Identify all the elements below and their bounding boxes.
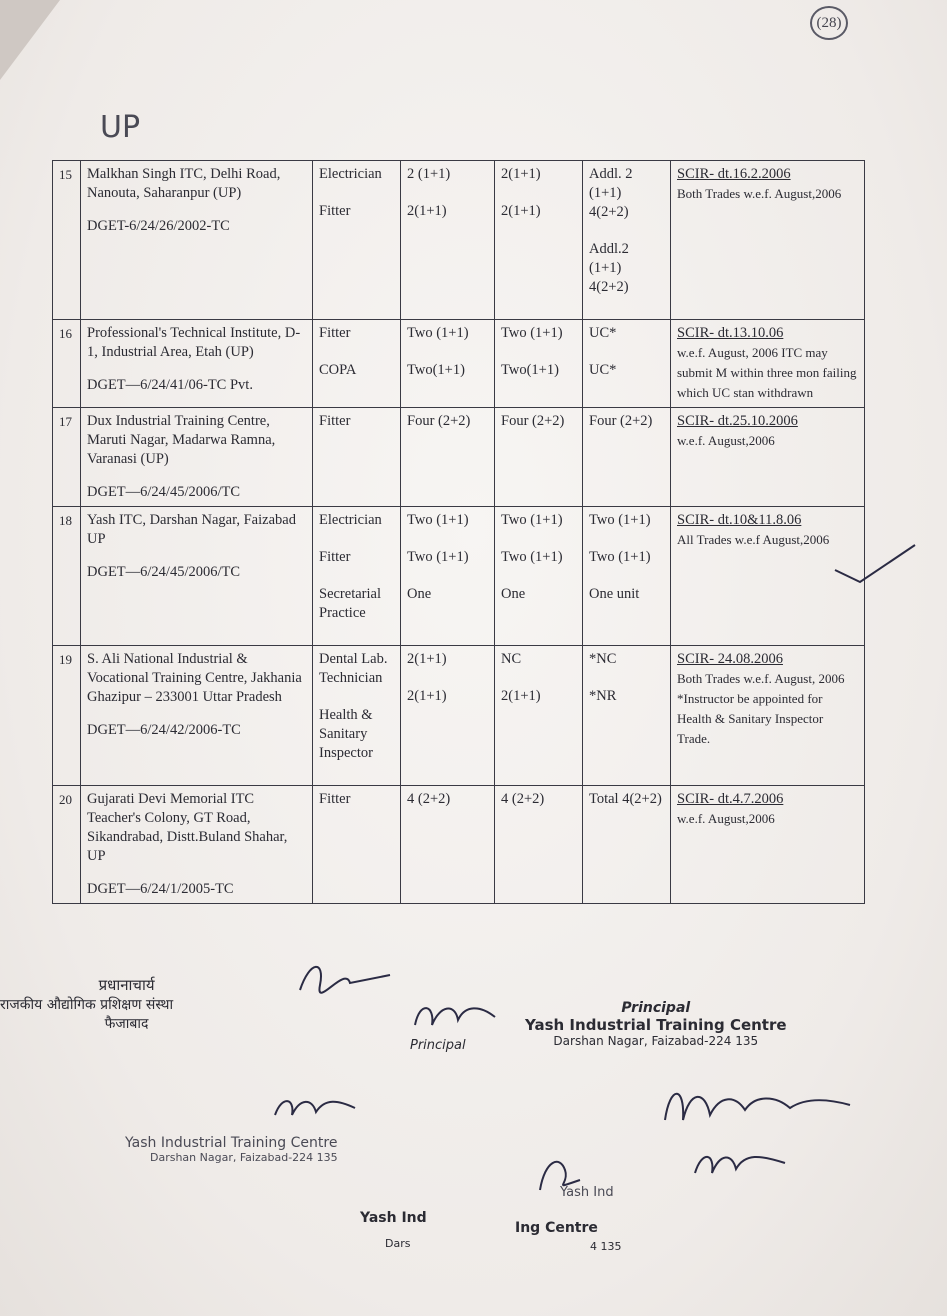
table-row (53, 507, 865, 646)
units-value: 2(1+1) (407, 203, 447, 219)
principal-small-label: Principal (410, 1038, 466, 1053)
units-b-cell (495, 507, 583, 646)
units-value: 2(1+1) (501, 203, 541, 219)
units-b-cell (495, 408, 583, 507)
scir-reference: SCIR- dt.10&11.8.06 (677, 512, 802, 528)
faded-seal-fragment-2: Yash Ind (360, 1210, 427, 1226)
remark-text: w.e.f. August,2006 (677, 433, 775, 448)
trade-name: Electrician (319, 512, 382, 528)
units-b-cell (495, 646, 583, 786)
units-value: Two (1+1) (589, 512, 651, 528)
remark-cell (671, 646, 865, 786)
scir-reference: SCIR- 24.08.2006 (677, 651, 783, 667)
institute-name: S. Ali National Industrial & Vocational Training Centre, Jakhania Ghazipur – 233001 Uttar Pradesh (87, 651, 302, 705)
serial-number: 18 (59, 513, 72, 528)
units-c-cell (583, 646, 671, 786)
signature-5 (690, 1145, 790, 1185)
serial-number: 16 (59, 326, 72, 341)
scir-reference: SCIR- dt.16.2.2006 (677, 166, 791, 182)
principal-label: Principal (621, 1000, 691, 1016)
serial-number: 20 (59, 792, 72, 807)
institute-name: Dux Industrial Training Centre, Maruti Nagar, Madarwa Ramna, Varanasi (UP) (87, 413, 276, 467)
institute-name: Malkhan Singh ITC, Delhi Road, Nanouta, Saharanpur (UP) (87, 166, 281, 201)
units-value: Four (2+2) (407, 413, 471, 429)
institute-name: Yash ITC, Darshan Nagar, Faizabad UP (87, 512, 296, 547)
org-address: Darshan Nagar, Faizabad-224 135 (553, 1034, 759, 1048)
remark-text: Both Trades w.e.f. August,2006 (677, 186, 842, 201)
units-value: 4 (2+2) (407, 791, 451, 807)
folded-corner (0, 0, 60, 80)
units-value: One (407, 586, 432, 602)
serial-cell (53, 320, 81, 408)
serial-cell (53, 786, 81, 904)
hindi-seal-title: प्रधानाचार्य (98, 976, 155, 994)
yash-seal-faded (125, 1135, 338, 1164)
units-c-cell (583, 786, 671, 904)
units-c-cell (583, 320, 671, 408)
units-a-cell (401, 408, 495, 507)
units-value: Two (1+1) (407, 512, 469, 528)
units-value: 2 (1+1) (407, 166, 451, 182)
units-value: 2(1+1) (501, 688, 541, 704)
units-value: Addl.2 (1+1) 4(2+2) (589, 241, 629, 295)
remark-text: All Trades w.e.f August,2006 (677, 532, 830, 547)
trade-cell (313, 161, 401, 320)
institute-cell (81, 646, 313, 786)
scir-reference: SCIR- dt.13.10.06 (677, 325, 784, 341)
yash-seal-main (525, 1000, 787, 1048)
institute-cell (81, 320, 313, 408)
trade-name: Secretarial Practice (319, 586, 381, 621)
units-a-cell (401, 786, 495, 904)
trade-cell (313, 320, 401, 408)
units-value: Two (1+1) (501, 512, 563, 528)
serial-cell (53, 507, 81, 646)
trade-name: Electrician (319, 166, 382, 182)
trade-cell (313, 646, 401, 786)
trade-cell (313, 408, 401, 507)
units-value: Two (1+1) (589, 549, 651, 565)
institute-name: Professional's Technical Institute, D-1, Industrial Area, Etah (UP) (87, 325, 301, 360)
faded-seal-fragment-5: 4 135 (590, 1240, 622, 1253)
check-mark (830, 540, 920, 590)
trade-name: Fitter (319, 549, 351, 565)
remark-cell (671, 161, 865, 320)
units-value: 2(1+1) (501, 166, 541, 182)
trade-cell (313, 507, 401, 646)
units-value: 4 (2+2) (501, 791, 545, 807)
dget-code: DGET-6/24/26/2002-TC (87, 218, 230, 234)
signature-3 (270, 1090, 360, 1130)
institute-cell (81, 161, 313, 320)
faded-org-name: Yash Industrial Training Centre (125, 1135, 338, 1151)
units-value: UC* (589, 362, 617, 378)
dget-code: DGET—6/24/1/2005-TC (87, 881, 234, 897)
serial-cell (53, 408, 81, 507)
units-value: Two(1+1) (407, 362, 465, 378)
faded-seal-fragment-3: Ing Centre (515, 1220, 598, 1236)
remark-cell (671, 320, 865, 408)
serial-number: 15 (59, 167, 72, 182)
trade-name: Dental Lab. Technician (319, 651, 388, 686)
serial-cell (53, 646, 81, 786)
units-c-cell (583, 161, 671, 320)
units-value: Two (1+1) (501, 549, 563, 565)
handwritten-state-note: UP (100, 110, 141, 145)
units-value: Two (1+1) (501, 325, 563, 341)
trade-name: Fitter (319, 413, 351, 429)
table-row (53, 408, 865, 507)
serial-number: 19 (59, 652, 72, 667)
table-row (53, 320, 865, 408)
units-value: NC (501, 651, 522, 667)
units-c-cell (583, 507, 671, 646)
remark-text: Both Trades w.e.f. August, 2006 *Instructor be appointed for Health & Sanitary Inspector Trade. (677, 671, 845, 746)
units-a-cell (401, 507, 495, 646)
units-value: UC* (589, 325, 617, 341)
units-value: Two (1+1) (407, 549, 469, 565)
units-value: One (501, 586, 526, 602)
units-b-cell (495, 786, 583, 904)
units-a-cell (401, 646, 495, 786)
org-name: Yash Industrial Training Centre (525, 1016, 787, 1034)
institute-cell (81, 507, 313, 646)
dget-code: DGET—6/24/45/2006/TC (87, 564, 241, 580)
faded-seal-fragment-1: Yash Ind (560, 1185, 614, 1200)
units-value: Addl. 2 (1+1) 4(2+2) (589, 166, 633, 220)
hindi-seal-line1: राजकीय औद्योगिक प्रशिक्षण संस्था (0, 997, 174, 1013)
trade-name: Fitter (319, 791, 351, 807)
units-a-cell (401, 161, 495, 320)
dget-code: DGET—6/24/42/2006-TC (87, 722, 241, 738)
folio-number: (28) (810, 6, 848, 40)
remark-text: w.e.f. August, 2006 ITC may submit M within three mon failing which UC stan withdrawn (677, 345, 857, 400)
signature-1 (290, 955, 400, 1005)
trade-name: Fitter (319, 203, 351, 219)
serial-cell (53, 161, 81, 320)
units-c-cell (583, 408, 671, 507)
units-value: Four (2+2) (589, 413, 653, 429)
table-row (53, 786, 865, 904)
scir-reference: SCIR- dt.25.10.2006 (677, 413, 798, 429)
units-b-cell (495, 320, 583, 408)
faded-seal-fragment-4: Dars (385, 1237, 411, 1250)
hindi-seal (0, 975, 174, 1033)
trade-cell (313, 786, 401, 904)
remark-cell (671, 786, 865, 904)
units-value: 2(1+1) (407, 688, 447, 704)
trade-name: Fitter (319, 325, 351, 341)
itc-table (52, 160, 865, 904)
remark-cell (671, 408, 865, 507)
institute-name: Gujarati Devi Memorial ITC Teacher's Colony, GT Road, Sikandrabad, Distt.Buland Shahar, UP (87, 791, 288, 864)
units-value: Four (2+2) (501, 413, 565, 429)
trade-name: Health & Sanitary Inspector (319, 707, 373, 761)
remark-text: w.e.f. August,2006 (677, 811, 775, 826)
trade-name: COPA (319, 362, 357, 378)
units-b-cell (495, 161, 583, 320)
units-value: *NC (589, 651, 617, 667)
hindi-seal-line2: फैजाबाद (104, 1016, 149, 1032)
faded-org-address: Darshan Nagar, Faizabad-224 135 (150, 1151, 338, 1164)
units-value: 2(1+1) (407, 651, 447, 667)
units-value: Total 4(2+2) (589, 791, 662, 807)
table-row (53, 161, 865, 320)
units-value: *NR (589, 688, 617, 704)
scir-reference: SCIR- dt.4.7.2006 (677, 791, 784, 807)
serial-number: 17 (59, 414, 72, 429)
units-value: Two(1+1) (501, 362, 559, 378)
dget-code: DGET—6/24/41/06-TC Pvt. (87, 377, 253, 393)
dget-code: DGET—6/24/45/2006/TC (87, 484, 241, 500)
signature-4 (655, 1080, 855, 1140)
units-value: One unit (589, 586, 640, 602)
table-row (53, 646, 865, 786)
institute-cell (81, 408, 313, 507)
units-a-cell (401, 320, 495, 408)
institute-cell (81, 786, 313, 904)
units-value: Two (1+1) (407, 325, 469, 341)
signature-2 (410, 995, 500, 1040)
